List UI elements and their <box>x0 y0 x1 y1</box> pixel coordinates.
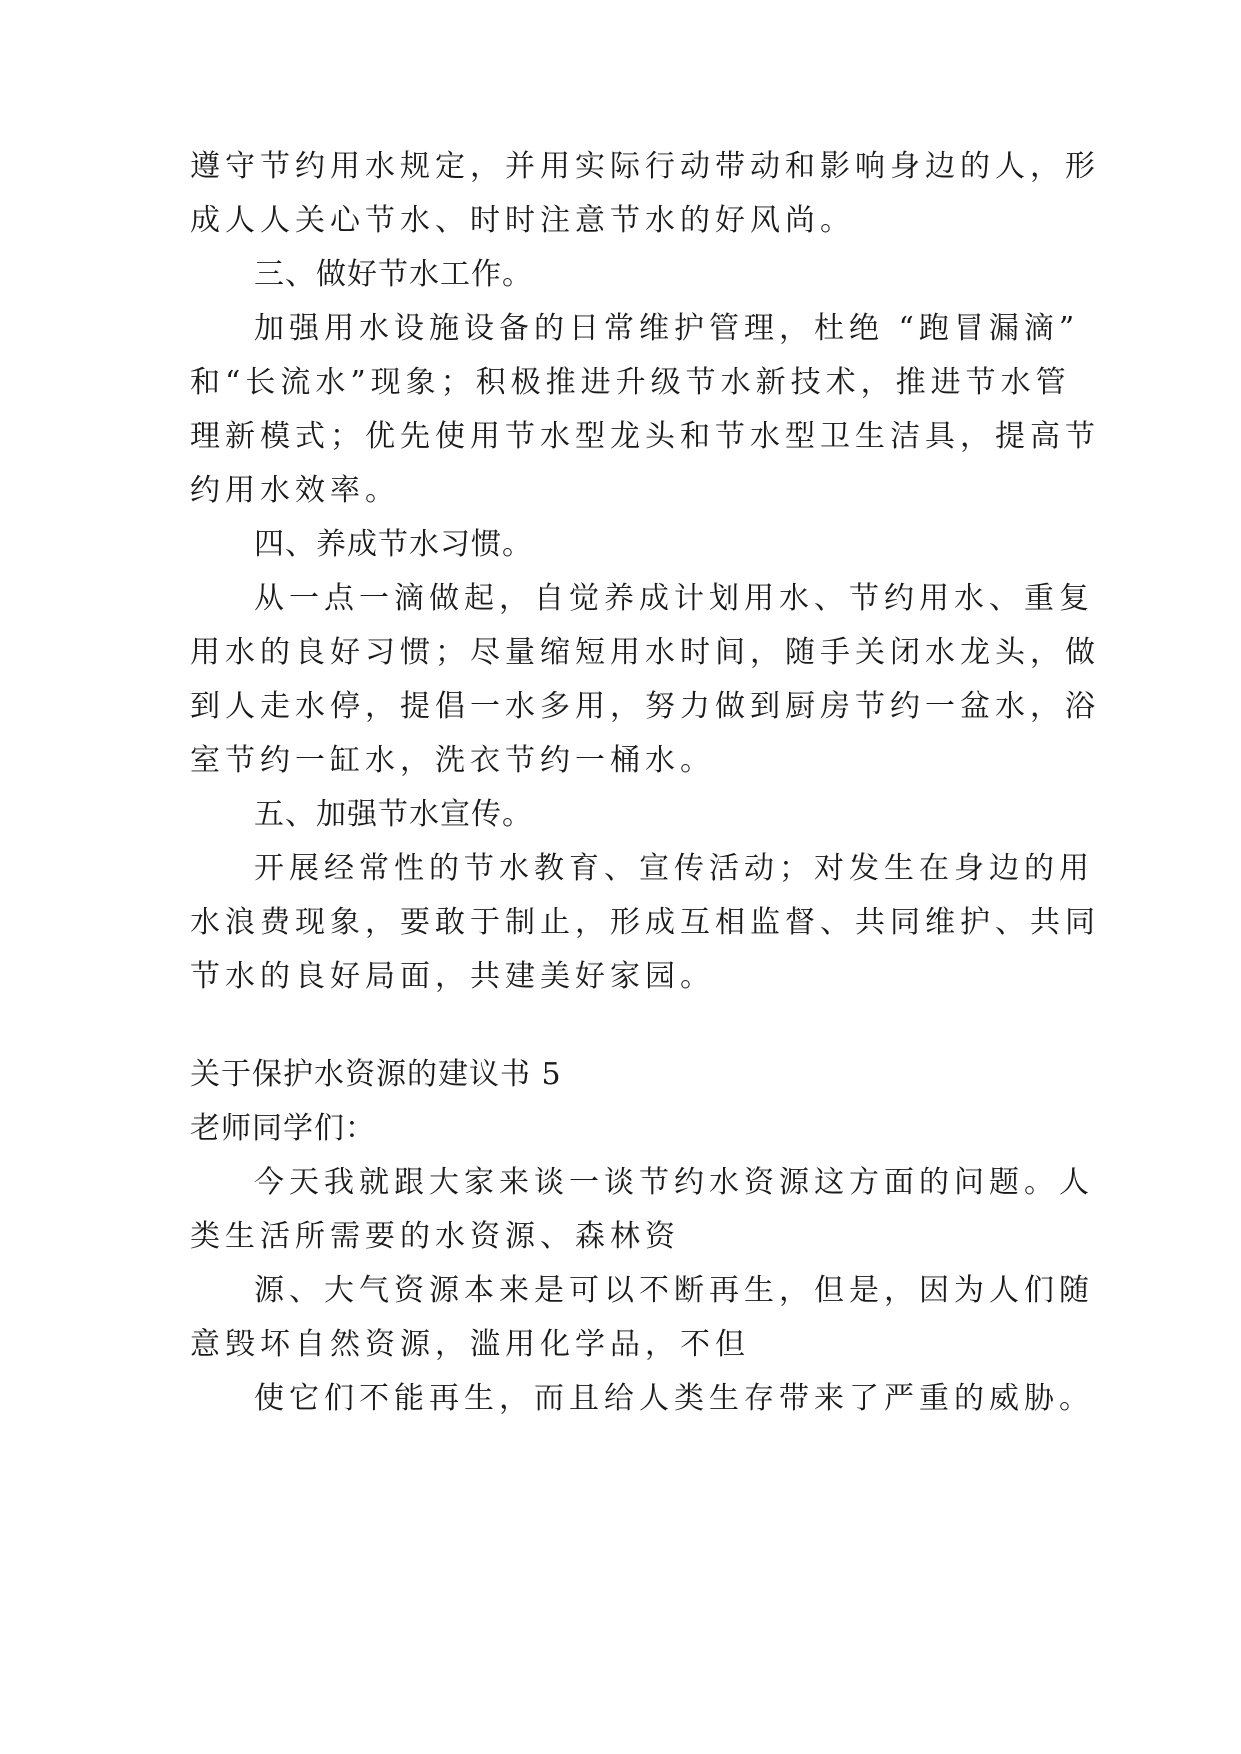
section-heading: 五、加强节水宣传。 <box>254 797 533 832</box>
paragraph-line: 和“长流水”现象；积极推进升级节水新技术，推进节水管 <box>190 365 1071 400</box>
paragraph-line: 成人人关心节水、时时注意节水的好风尚。 <box>190 203 855 238</box>
paragraph-line: 水浪费现象，要敢于制止，形成互相监督、共同维护、共同 <box>190 905 1100 940</box>
paragraph-line: 意毁坏自然资源，滥用化学品，不但 <box>190 1327 750 1362</box>
paragraph-line: 遵守节约用水规定，并用实际行动带动和影响身边的人，形 <box>190 149 1100 184</box>
letter-salutation: 老师同学们： <box>190 1111 376 1146</box>
paragraph-line: 室节约一缸水，洗衣节约一桶水。 <box>190 743 715 778</box>
paragraph-line: 理新模式；优先使用节水型龙头和节水型卫生洁具，提高节 <box>190 419 1100 454</box>
paragraph-line: 节水的良好局面，共建美好家园。 <box>190 959 715 994</box>
paragraph-line: 使它们不能再生，而且给人类生存带来了严重的威胁。 <box>254 1381 1094 1416</box>
paragraph-line: 从一点一滴做起，自觉养成计划用水、节约用水、重复 <box>254 581 1094 616</box>
paragraph-line: 用水的良好习惯；尽量缩短用水时间，随手关闭水龙头，做 <box>190 635 1100 670</box>
paragraph-line: 类生活所需要的水资源、森林资 <box>190 1219 680 1254</box>
paragraph-line: 源、大气资源本来是可以不断再生，但是，因为人们随 <box>254 1273 1094 1308</box>
paragraph-line: 开展经常性的节水教育、宣传活动；对发生在身边的用 <box>254 851 1094 886</box>
paragraph-line: 到人走水停，提倡一水多用，努力做到厨房节约一盆水，浴 <box>190 689 1100 724</box>
letter-title: 关于保护水资源的建议书 5 <box>190 1057 562 1092</box>
paragraph-line: 约用水效率。 <box>190 473 400 508</box>
paragraph-line: 今天我就跟大家来谈一谈节约水资源这方面的问题。人 <box>254 1165 1094 1200</box>
section-heading: 三、做好节水工作。 <box>254 257 533 292</box>
section-heading: 四、养成节水习惯。 <box>254 527 533 562</box>
paragraph-line: 加强用水设施设备的日常维护管理，杜绝 “跑冒漏滴” <box>254 311 1080 346</box>
